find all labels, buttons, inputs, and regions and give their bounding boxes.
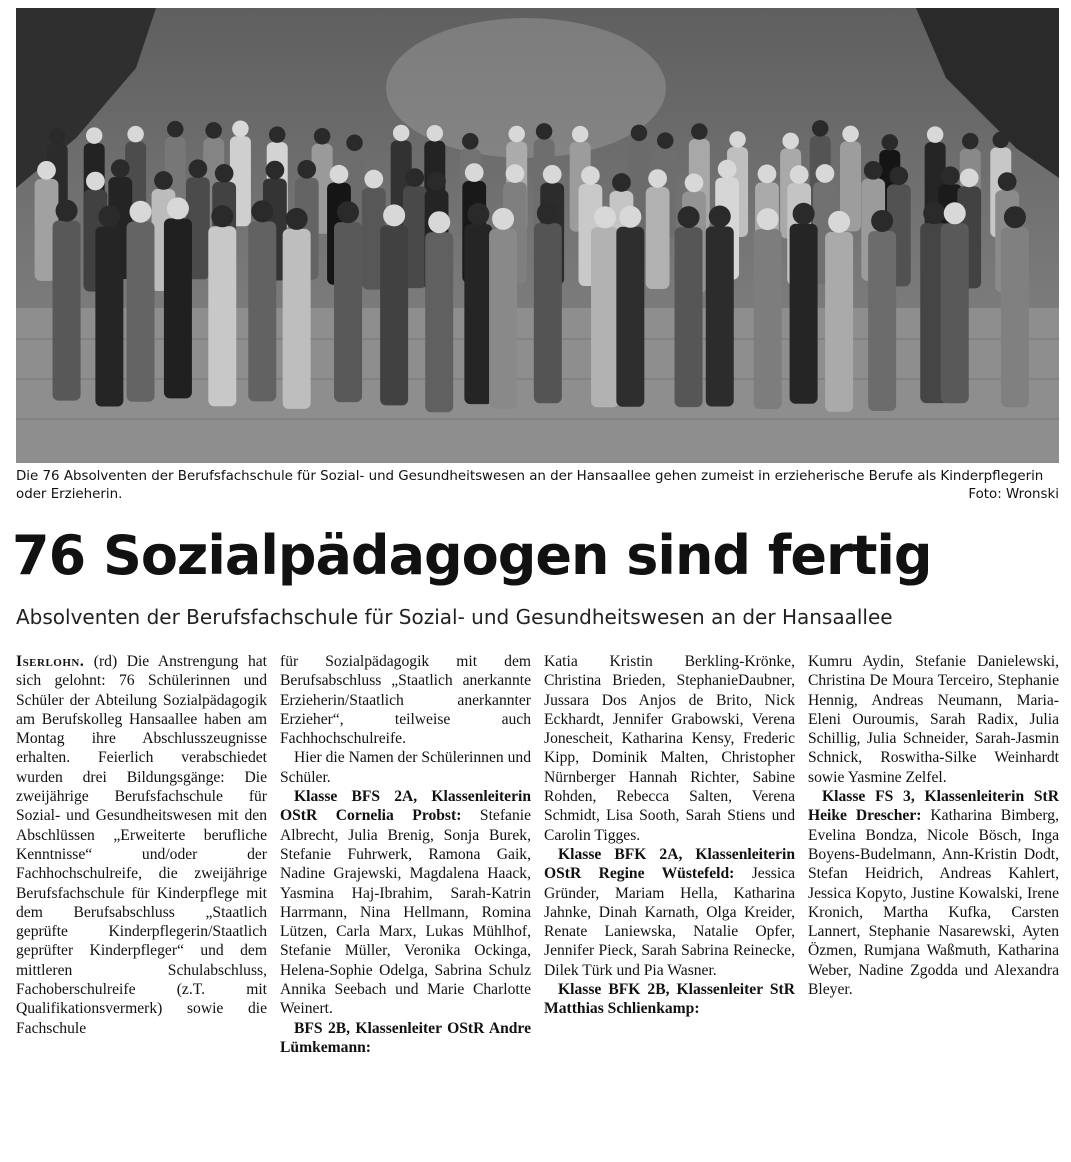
- headline: 76 Sozialpädagogen sind fertig: [12, 524, 932, 587]
- class-names-bfs2b: Katia Kristin Berkling-Krönke, Christina Brieden, StephanieDaubner, Jussara Dos Anjos de Brito, Nick Eckhardt, Jennifer Grabowski, Verena Jonescheit, Katharina Kensy, Frederic Kipp, Dominik Malten, Christopher Nürnberger Hannah Richter, Sabine Rohden, Rebecca Salten, Verena Schmidt, Lisa Sooth, Sarah Stiens und Carolin Tigges.: [544, 653, 795, 844]
- subheadline: Absolventen der Berufsfachschule für Sozial- und Gesundheitswesen an der Hansaallee: [16, 605, 893, 629]
- article-body: [16, 652, 1061, 1157]
- group-photo: [16, 8, 1059, 463]
- class-heading-fs3: Klasse FS 3, Klassenleiterin StR Heike Drescher:: [808, 788, 1059, 825]
- article-column-4: [808, 652, 1059, 1157]
- dateline: Iserlohn.: [16, 653, 85, 670]
- class-names-bfk2b: Kumru Aydin, Stefanie Danielewski, Christina De Moura Terceiro, Stephanie Hennig, Andreas Neumann, Maria-Eleni Ouroumis, Sarah Radix, Julia Schillig, Julia Schneider, Sarah-Jasmin Schnick, Roswitha-Silke Weinhardt sowie Yasmine Zelfel.: [808, 653, 1059, 786]
- paragraph-names-intro: Hier die Namen der Schülerinnen und Schüler.: [280, 749, 531, 786]
- photo-credit: Foto: Wronski: [968, 487, 1059, 502]
- class-heading-bfs2a: Klasse BFS 2A, Klassenleiterin OStR Cornelia Probst:: [280, 788, 531, 825]
- caption-text: Die 76 Absolventen der Berufsfachschule für Sozial- und Gesundheitswesen an der Hansaallee gehen zumeist in erzieherische Berufe als Kinderpflegerin oder Erzieherin.: [16, 469, 1044, 502]
- class-names-bfs2a: Stefanie Albrecht, Julia Brenig, Sonja Burek, Stefanie Fuhrwerk, Ramona Gaik, Nadine Grajewski, Magdalena Haack, Yasmina Haj-Ibrahim, Sarah-Katrin Harrmann, Nina Hellmann, Romina Lützen, Carla Marx, Lukas Mühlhof, Stefanie Müller, Veronika Ockinga, Helena-Sophie Odelga, Sabrina Schulz Annika Seebach und Marie Charlotte Weinert.: [280, 807, 531, 1018]
- article-column-1: [16, 652, 267, 1157]
- article-column-3: [544, 652, 795, 1157]
- paragraph-intro: (rd) Die Anstrengung hat sich gelohnt: 76 Schülerinnen und Schüler der Abteilung Sozialpädagogik am Berufskolleg Hansaallee haben am Montag ihre Abschlusszeugnisse erhalten. Feierlich verabschiedet wurden drei Bildungsgänge: Die zweijährige Berufsfachschule für Sozial- und Gesundheitswesen mit den Abschlüssen „Erweiterte berufliche Kenntnisse“ und/oder der Fachhochschulreife, die zweijährige Berufsfachschule für Kinderpflege mit dem Berufsabschluss „Staatlich geprüfte Kinderpflegerin/Staatlich geprüfter Kinderpfleger“ und dem mittleren Schulabschluss, Fachoberschulreife (z.T. mit Qualifikationsvermerk) sowie die Fachschule: [16, 653, 267, 1037]
- group-photo-icon: [16, 8, 1059, 463]
- class-heading-bfk2b: Klasse BFK 2B, Klassenleiter StR Matthias Schlienkamp:: [544, 981, 795, 1018]
- article-column-2: [280, 652, 531, 1157]
- photo-caption: [16, 468, 1059, 504]
- paragraph-program: für Sozialpädagogik mit dem Berufsabschluss „Staatlich anerkannte Erzieherin/Staatlich anerkannter Erzieher“, teilweise auch Fachhochschulreife.: [280, 653, 531, 748]
- class-names-bfk2a: Jessica Gründer, Mariam Hella, Katharina Jahnke, Dinah Karnath, Olga Kreider, Renate Laniewska, Natalie Opfer, Jennifer Pieck, Sarah Sabrina Reinecke, Dilek Türk und Pia Wasner.: [544, 865, 795, 979]
- class-heading-bfk2a: Klasse BFK 2A, Klassenleiterin OStR Regine Wüstefeld:: [544, 845, 795, 883]
- class-names-fs3: Katharina Bimberg, Evelina Bondza, Nicole Bösch, Inga Boyens-Budelmann, Ann-Kristin Dodt, Stefan Heidrich, Andreas Kahlert, Jessica Kopyto, Justine Kowalski, Irene Kronich, Martha Kufka, Carsten Lannert, Stephanie Nasarewski, Ayten Özmen, Rumjana Waßmuth, Katharina Weber, Nadine Zgodda und Alexandra Bleyer.: [808, 807, 1059, 999]
- class-heading-bfs2b: BFS 2B, Klassenleiter OStR Andre Lümkemann:: [280, 1019, 531, 1056]
